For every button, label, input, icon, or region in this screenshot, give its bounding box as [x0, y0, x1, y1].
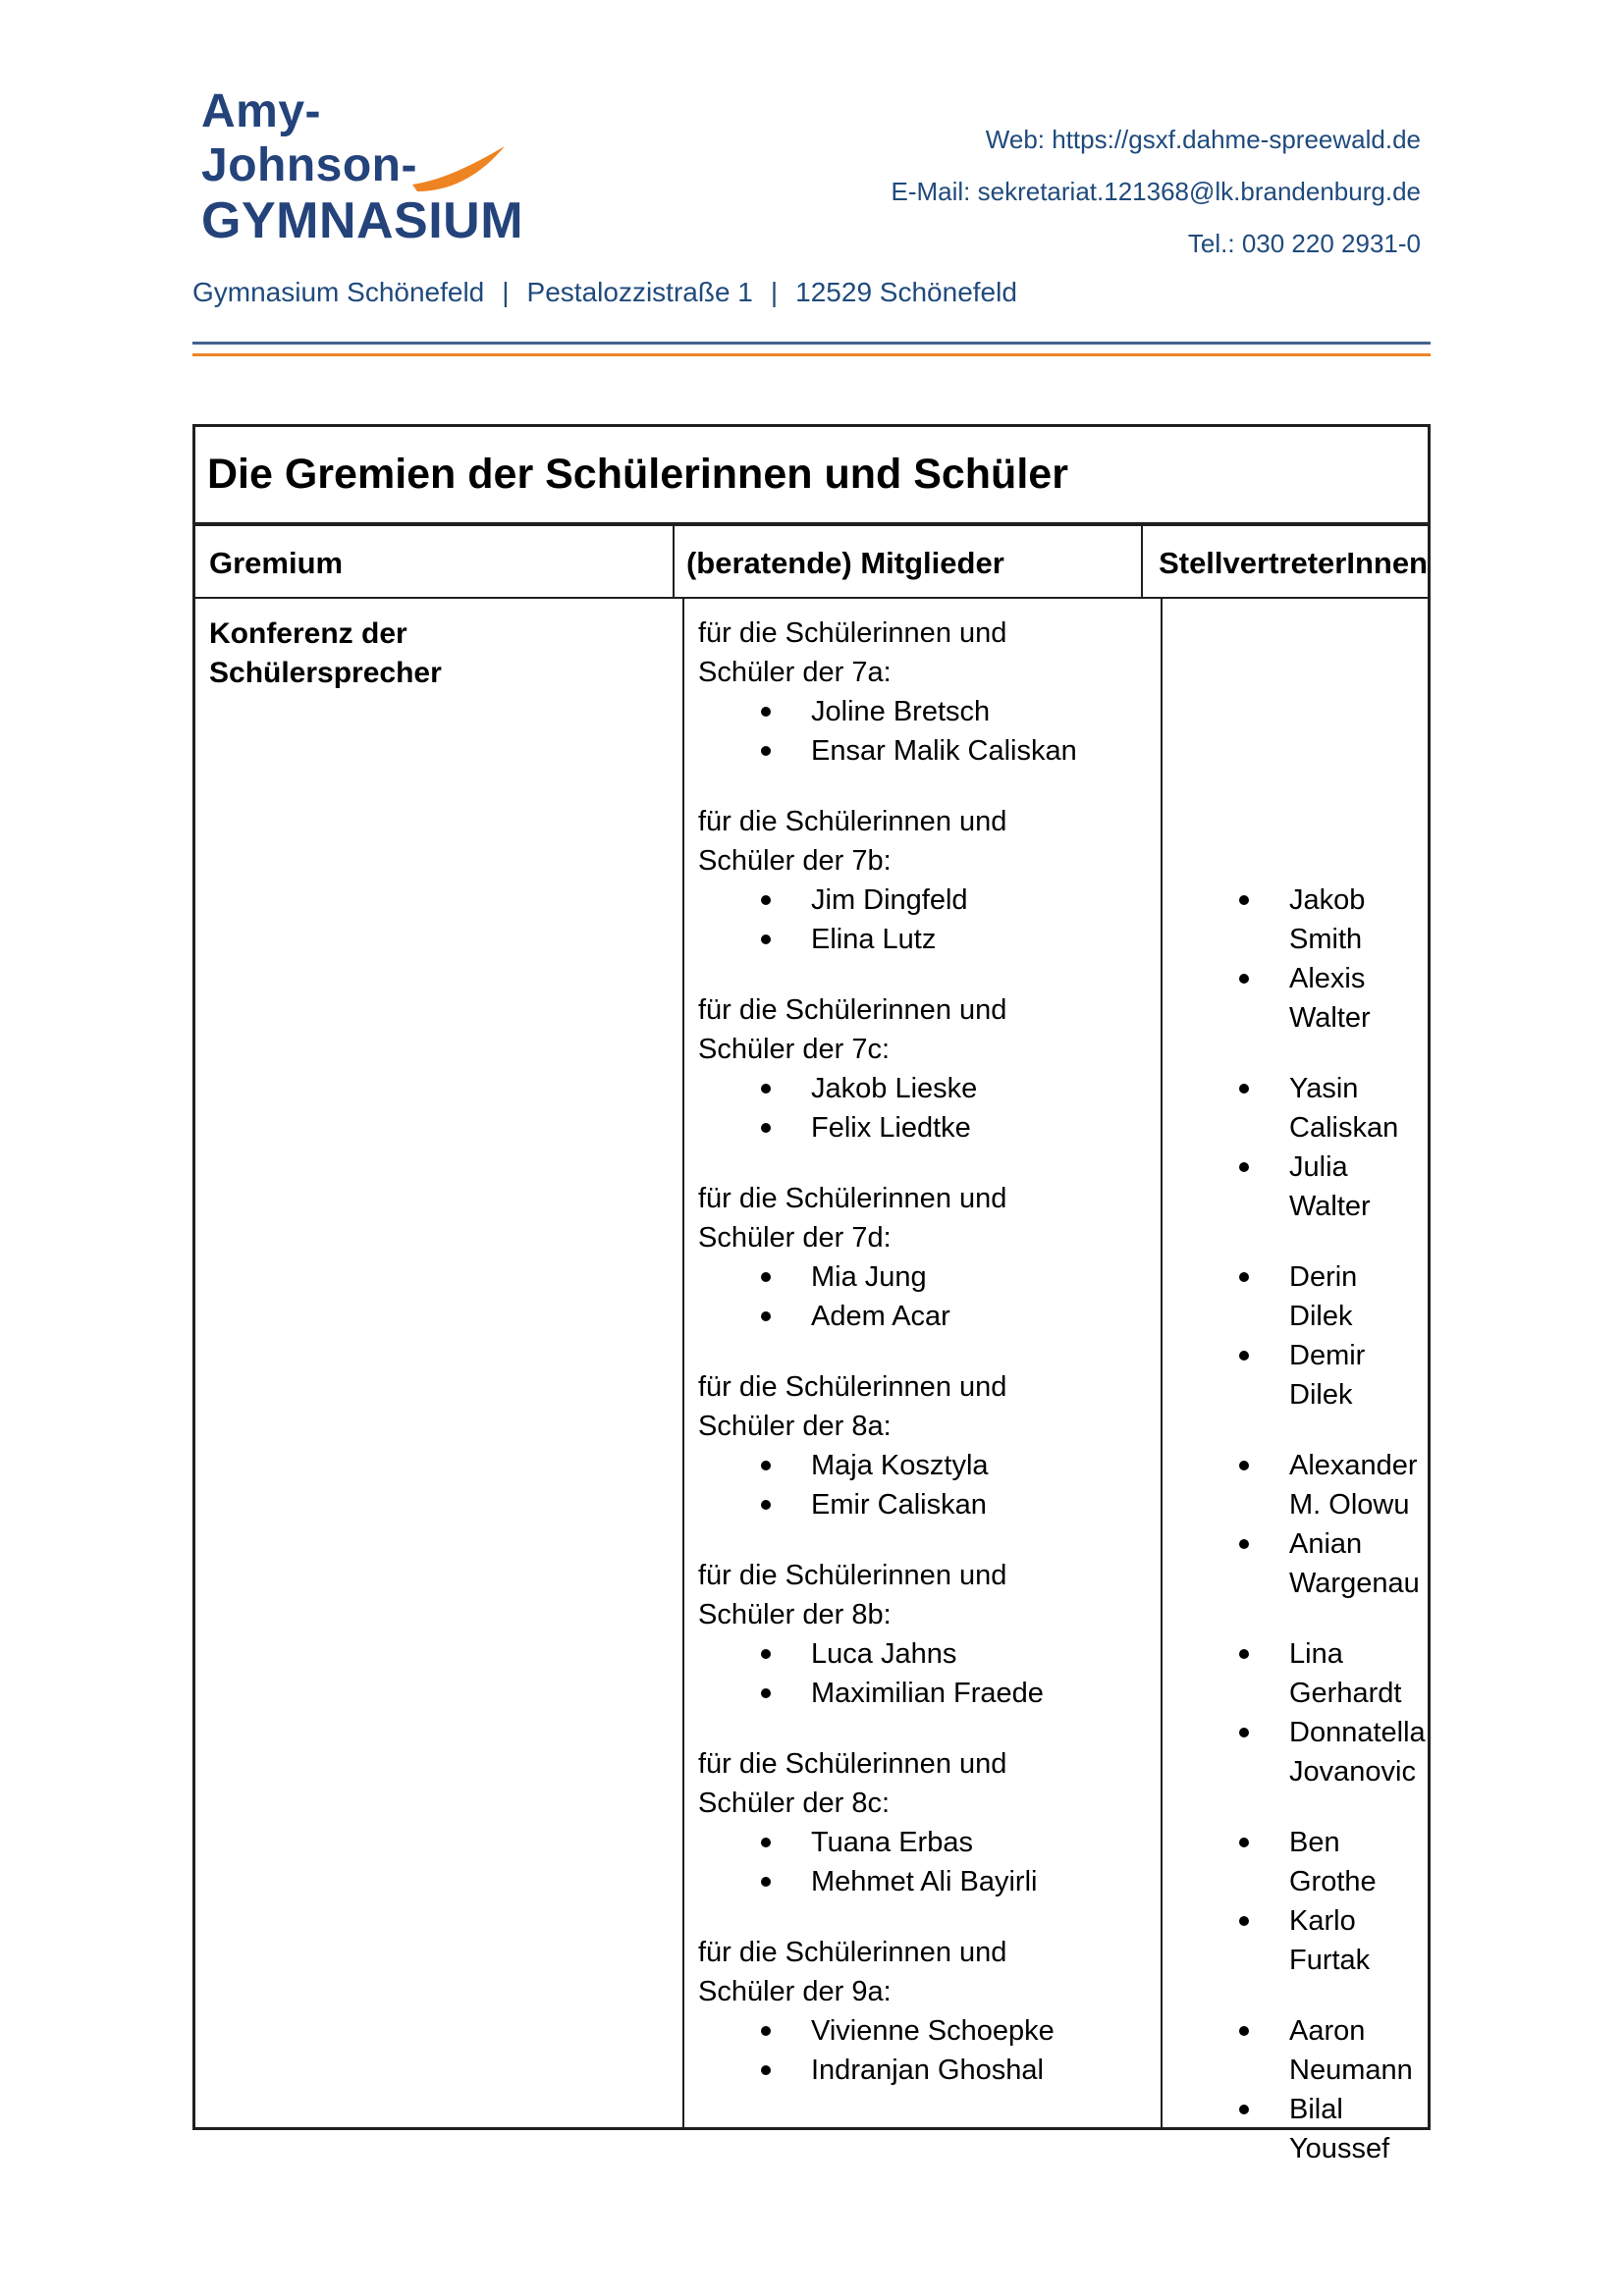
- member-item: Felix Liedtke: [698, 1108, 1161, 1148]
- group-class-header: für die Schülerinnen und: [698, 1371, 1007, 1403]
- deputy-item: Aaron Neumann: [1176, 2011, 1428, 2090]
- deputy-item: Derin Dilek: [1176, 1257, 1428, 1336]
- member-group: [698, 1556, 1161, 1744]
- group-class-header: Schüler der 7b:: [698, 845, 892, 877]
- member-group: [698, 1744, 1161, 1933]
- gremium-cell: [195, 599, 684, 2127]
- member-item: Maximilian Fraede: [698, 1674, 1161, 1713]
- contact-web: Web: https://gsxf.dahme-spreewald.de: [985, 125, 1421, 154]
- table-title: Die Gremien der Schülerinnen und Schüler: [195, 427, 1428, 526]
- member-item: Indranjan Ghoshal: [698, 2051, 1161, 2090]
- deputy-item: Lina Gerhardt: [1176, 1634, 1428, 1713]
- contact-phone: Tel.: 030 220 2931-0: [1187, 229, 1421, 258]
- logo-line-gymnasium: GYMNASIUM: [201, 192, 524, 249]
- deputy-item: Alexander M. Olowu: [1176, 1446, 1428, 1524]
- address-separator: |: [502, 277, 510, 307]
- column-header-stellvertreter: StellvertreterInnen: [1159, 546, 1428, 580]
- group-class-header: Schüler der 8c:: [698, 1788, 891, 1819]
- column-header-gremium: Gremium: [195, 526, 675, 597]
- deputies-cell: [1163, 599, 1428, 2164]
- group-class-header: Schüler der 7a:: [698, 657, 892, 688]
- deputy-group-spacer: [1176, 802, 1428, 881]
- deputy-item: Bilal Youssef: [1176, 2090, 1428, 2168]
- group-class-header: Schüler der 8a:: [698, 1411, 892, 1442]
- group-class-header: für die Schülerinnen und: [698, 994, 1007, 1026]
- contact-info: [892, 114, 1421, 270]
- group-class-header: Schüler der 7d:: [698, 1222, 892, 1254]
- member-item: Adem Acar: [698, 1297, 1161, 1336]
- school-logo: [201, 84, 523, 249]
- address-line: [192, 277, 1017, 308]
- group-class-header: für die Schülerinnen und: [698, 806, 1007, 837]
- member-item: Maja Kosztyla: [698, 1446, 1161, 1485]
- members-cell: [684, 599, 1163, 2127]
- gremien-table: [192, 424, 1431, 2164]
- table-row: [195, 599, 1428, 2164]
- member-group: [698, 1933, 1161, 2121]
- logo-swoosh-icon: [409, 143, 508, 194]
- member-item: Joline Bretsch: [698, 692, 1161, 731]
- deputy-group: [1176, 802, 1428, 1034]
- table-header-row: [195, 526, 1428, 599]
- member-item: Mia Jung: [698, 1257, 1161, 1297]
- deputy-group-spacer: [1176, 614, 1428, 692]
- contact-email: E-Mail: sekretariat.121368@lk.brandenburg.de: [891, 177, 1421, 206]
- gremium-name: Konferenz der Schülersprecher: [209, 617, 442, 689]
- group-class-header: Schüler der 9a:: [698, 1976, 892, 2007]
- group-class-header: für die Schülerinnen und: [698, 1183, 1007, 1214]
- address-separator: |: [770, 277, 779, 307]
- group-class-header: für die Schülerinnen und: [698, 1748, 1007, 1780]
- group-class-header: Schüler der 8b:: [698, 1599, 892, 1630]
- deputy-item: Alexis Walter: [1176, 959, 1428, 1038]
- deputy-group: [1176, 614, 1428, 802]
- member-group: [698, 614, 1161, 802]
- member-item: Jim Dingfeld: [698, 881, 1161, 920]
- address-street: Pestalozzistraße 1: [526, 277, 753, 307]
- group-class-header: für die Schülerinnen und: [698, 1937, 1007, 1968]
- member-item: Elina Lutz: [698, 920, 1161, 959]
- logo-line-amy: Amy-: [201, 85, 322, 137]
- logo-line-johnson: Johnson-: [201, 139, 417, 191]
- member-group: [698, 1179, 1161, 1367]
- member-group: [698, 802, 1161, 990]
- member-group: [698, 1367, 1161, 1556]
- column-header-mitglieder: (beratende) Mitglieder: [675, 526, 1143, 597]
- deputy-item: Donnatella Jovanovic: [1176, 1713, 1428, 1791]
- member-item: Mehmet Ali Bayirli: [698, 1862, 1161, 1901]
- member-item: Jakob Lieske: [698, 1069, 1161, 1108]
- member-item: Ensar Malik Caliskan: [698, 731, 1161, 771]
- member-group: [698, 990, 1161, 1179]
- member-item: Emir Caliskan: [698, 1485, 1161, 1524]
- deputy-item: Julia Walter: [1176, 1148, 1428, 1226]
- divider-line-orange: [192, 353, 1431, 356]
- deputy-item: Yasin Caliskan: [1176, 1069, 1428, 1148]
- member-item: Luca Jahns: [698, 1634, 1161, 1674]
- member-item: Vivienne Schoepke: [698, 2011, 1161, 2051]
- address-city: 12529 Schönefeld: [795, 277, 1017, 307]
- address-school: Gymnasium Schönefeld: [192, 277, 485, 307]
- deputy-item: Demir Dilek: [1176, 1336, 1428, 1415]
- deputy-item: Ben Grothe: [1176, 1823, 1428, 1901]
- divider-line-blue: [192, 342, 1431, 345]
- member-item: Tuana Erbas: [698, 1823, 1161, 1862]
- group-class-header: Schüler der 7c:: [698, 1034, 891, 1065]
- group-class-header: für die Schülerinnen und: [698, 1560, 1007, 1591]
- deputy-item: Karlo Furtak: [1176, 1901, 1428, 1980]
- group-class-header: für die Schülerinnen und: [698, 617, 1007, 649]
- deputy-item: Anian Wargenau: [1176, 1524, 1428, 1603]
- deputy-item: Jakob Smith: [1176, 881, 1428, 959]
